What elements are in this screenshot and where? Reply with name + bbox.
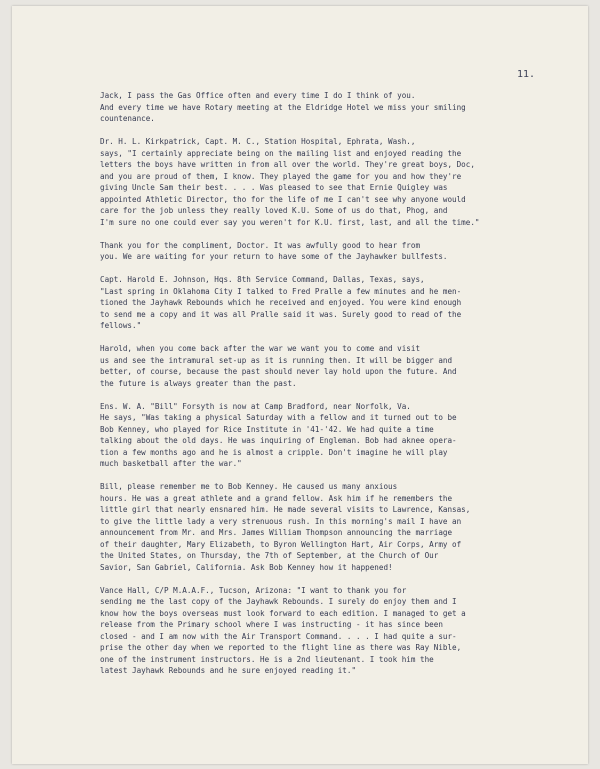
paragraph-forsyth: Ens. W. A. "Bill" Forsyth is now at Camp Bradford, near Norfolk, Va. He says, "Was taking a physical Saturday with a fellow and it turned out to be Bob Kenney, who played for Rice Institute in '41-'42. We had quite a time talking about the old days. He was inquiring of Engleman. Bob had aknee opera- tion a few months ago and he is almost a cripple. Don't imagine he will play much basketball after the war." — [100, 401, 457, 468]
paragraph-reply-doctor: Thank you for the compliment, Doctor. It was awfully good to hear from you. We are waiting for your return to have some of the Jayhawker bullfests. — [100, 240, 448, 261]
paragraph-reply-harold: Harold, when you come back after the war we want you to come and visit us and see the intramural set-up as it is running then. It will be bigger and better, of course, because the past should never lay hold upon the future. And the future is always greater than the past. — [100, 344, 457, 388]
typewritten-page — [12, 6, 588, 764]
letter-body — [100, 90, 540, 688]
paragraph-jack: Jack, I pass the Gas Office often and every time I do I think of you. And every time we have Rotary meeting at the Eldridge Hotel we miss your smiling countenance. — [100, 91, 466, 123]
paragraph-johnson: Capt. Harold E. Johnson, Hqs. 8th Service Command, Dallas, Texas, says, "Last spring in Oklahoma City I talked to Fred Pralle a few minutes and he men- tioned the Jayhawk Rebounds which he received and enjoyed. You were kind enough to send me a copy and it was all Pralle said it was. Surely good to read of the fellows." — [100, 275, 462, 330]
paragraph-reply-bill: Bill, please remember me to Bob Kenney. He caused us many anxious hours. He was a great athlete and a grand fellow. Ask him if he remembers the little girl that nearly ensnared him. He made several visits to Lawrence, Kansas, to give the little lady a very strenuous rush. In this morning's mail I have an announcement from Mr. and Mrs. James William Thompson announcing the marriage of their daughter, Mary Elizabeth, to Byron Wellington Hart, Air Corps, Army of the United States, on Thursday, the 7th of September, at the Church of Our Savior, San Gabriel, California. Ask Bob Kenney how it happened! — [100, 482, 471, 572]
paragraph-kirkpatrick: Dr. H. L. Kirkpatrick, Capt. M. C., Station Hospital, Ephrata, Wash., says, "I certainly appreciate being on the mailing list and enjoyed reading the letters the boys have written in from all over the world. They're great boys, Doc, and you are proud of them, I know. They played the game for you and how they're giving Uncle Sam their best. . . . Was pleased to see that Ernie Quigley was appointed Athletic Director, tho for the life of me I can't see why anyone would care for the job unless they really loved K.U. Some of us do that, Phog, and I'm sure no one could ever say you weren't for K.U. first, last, and all the time." — [100, 137, 480, 227]
page-number: 11. — [517, 69, 536, 80]
paragraph-vance-hall: Vance Hall, C/P M.A.A.F., Tucson, Arizona: "I want to thank you for sending me the last copy of the Jayhawk Rebounds. I surely do enjoy them and I know how the boys overseas must look forward to each edition. I managed to get a release from the Primary school where I was instructing - it has since been closed - and I am now with the Air Transport Command. . . . I had quite a sur- prise the other day when we reported to the flight line as there was Ray Nible, one of the instrument instructors. He is a 2nd lieutenant. I took him the latest Jayhawk Rebounds and he sure enjoyed reading it." — [100, 585, 466, 675]
